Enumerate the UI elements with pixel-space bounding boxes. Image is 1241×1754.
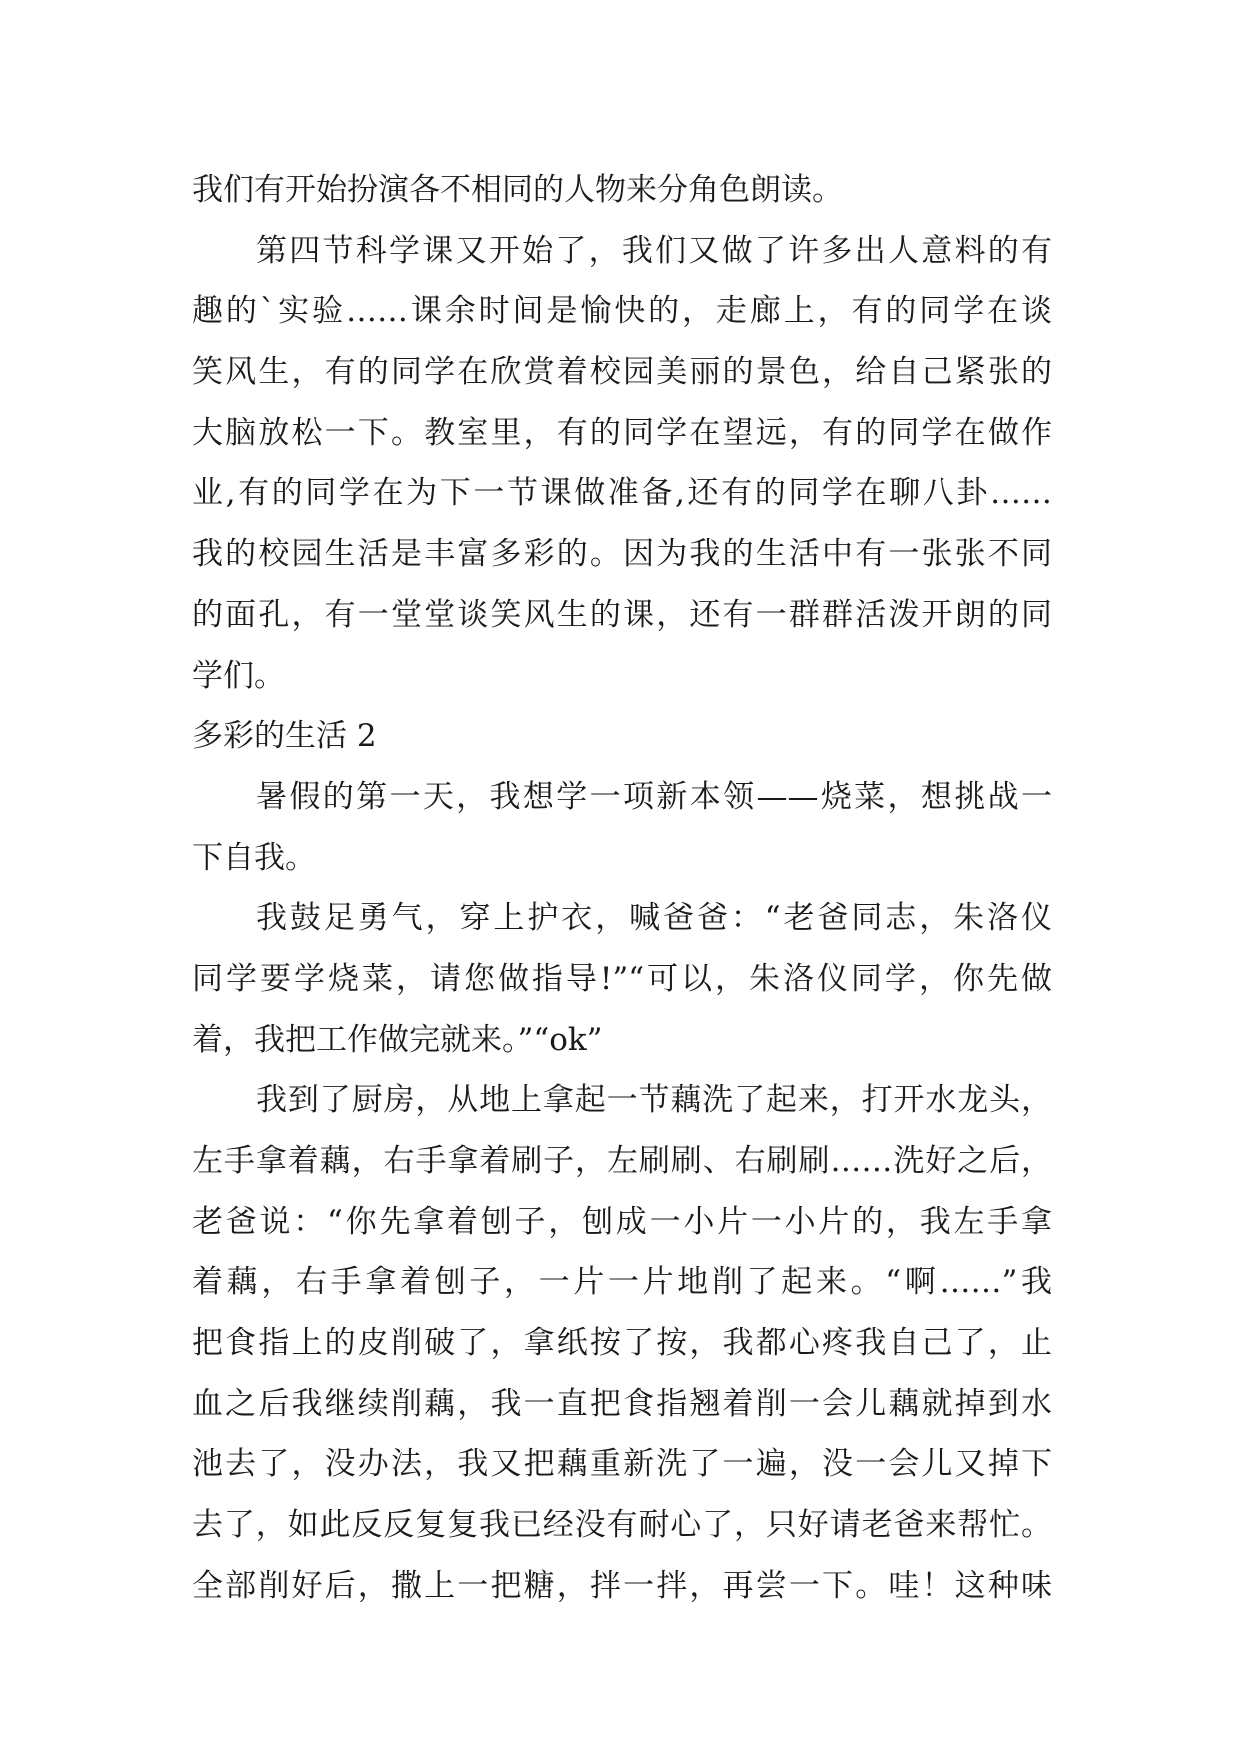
text-line: 全部削好后，撒上一把糖，拌一拌，再尝一下。哇！这种味 [192,1567,1052,1604]
text-line: 血之后我继续削藕，我一直把食指翘着削一会儿藕就掉到水 [192,1385,1052,1422]
text-line: 下自我。 [192,839,316,876]
text-line: 着藕，右手拿着刨子，一片一片地削了起来。“啊……”我 [192,1264,1052,1301]
text-line: 老爸说：“你先拿着刨子，刨成一小片一小片的，我左手拿 [192,1203,1052,1240]
text-line: 着，我把工作做完就来。”“ok” [192,1021,603,1058]
text-line: 第四节科学课又开始了，我们又做了许多出人意料的有 [256,232,1052,269]
text-line: 我鼓足勇气，穿上护衣，喊爸爸：“老爸同志，朱洛仪 [256,900,1052,937]
text-line: 左手拿着藕，右手拿着刷子，左刷刷、右刷刷……洗好之后， [192,1143,1052,1179]
text-line: 我的校园生活是丰富多彩的。因为我的生活中有一张张不同 [192,536,1052,573]
body-text [192,160,1052,1617]
text-line: 大脑放松一下。教室里，有的同学在望远，有的同学在做作 [192,414,1052,451]
text-line: 暑假的第一天，我想学一项新本领——烧菜，想挑战一 [256,778,1052,815]
text-line: 去了，如此反反复复我已经没有耐心了，只好请老爸来帮忙。 [192,1507,1052,1544]
text-line: 池去了，没办法，我又把藕重新洗了一遍，没一会儿又掉下 [192,1446,1052,1483]
text-line: 趣的`实验……课余时间是愉快的，走廊上，有的同学在谈 [192,293,1052,330]
text-line: 我们有开始扮演各不相同的人物来分角色朗读。 [192,172,843,208]
text-line: 我到了厨房，从地上拿起一节藕洗了起来，打开水龙头， [256,1082,1052,1119]
text-line: 业,有的同学在为下一节课做准备,还有的同学在聊八卦…… [192,475,1052,512]
section-heading: 多彩的生活 2 [192,718,377,755]
text-line: 学们。 [192,657,285,694]
text-line: 把食指上的皮削破了，拿纸按了按，我都心疼我自己了，止 [192,1325,1052,1362]
text-line: 笑风生，有的同学在欣赏着校园美丽的景色，给自己紧张的 [192,354,1052,391]
text-line: 同学要学烧菜，请您做指导!”“可以，朱洛仪同学，你先做 [192,960,1052,997]
text-line: 的面孔，有一堂堂谈笑风生的课，还有一群群活泼开朗的同 [192,596,1052,633]
